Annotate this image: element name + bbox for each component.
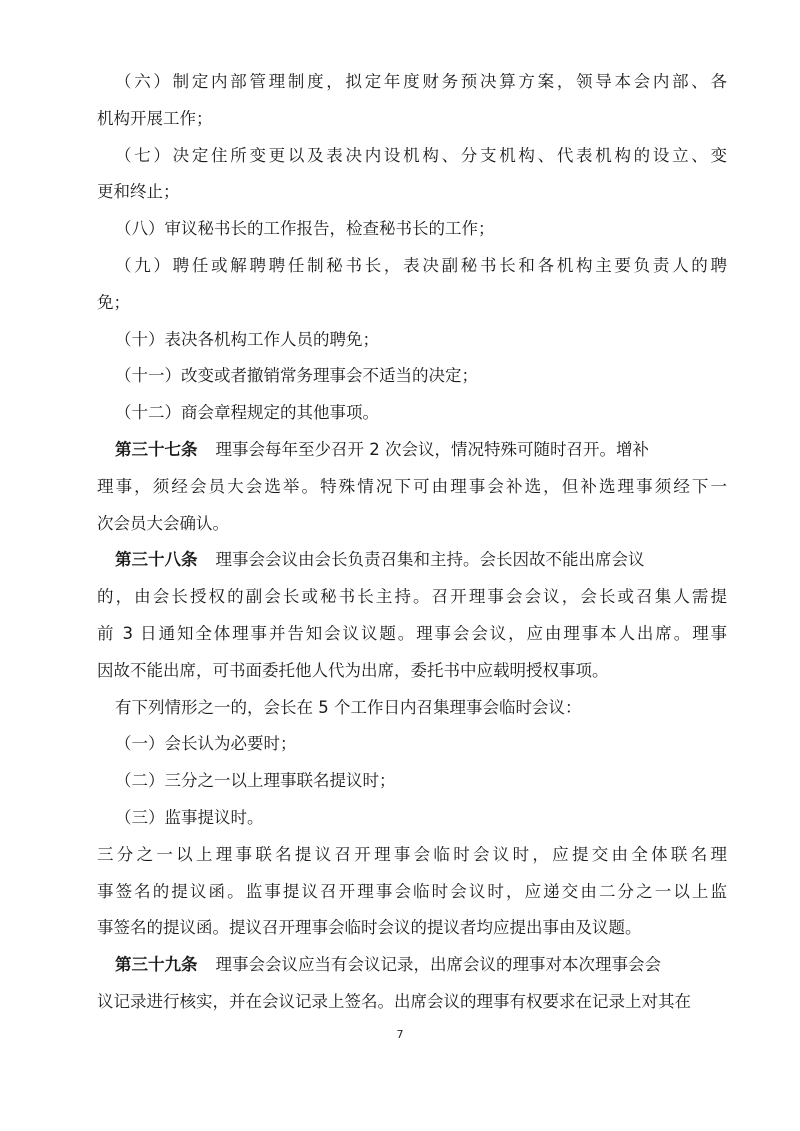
paragraph xyxy=(97,837,727,947)
text-line: 更和终止； xyxy=(97,182,180,202)
text-line: 事签名的提议函。监事提议召开理事会临时会议时，应递交由二分之一以上监 xyxy=(97,881,727,901)
text-line: （一）会长认为必要时； xyxy=(115,734,297,754)
text-line: （七）决定住所变更以及表决内设机构、分支机构、代表机构的设立、变 xyxy=(115,145,727,165)
article-paragraph xyxy=(97,432,727,542)
paragraph xyxy=(97,138,727,212)
text-line: （二）三分之一以上理事联名提议时； xyxy=(115,771,396,791)
text-line: 的，由会长授权的副会长或秘书长主持。召开理事会会议，会长或召集人需提 xyxy=(97,587,727,607)
article-text: 理事会会议应当有会议记录，出席会议的理事对本次理事会会 xyxy=(215,955,661,975)
text-line: （十一）改变或者撤销常务理事会不适当的决定； xyxy=(115,366,478,386)
text-line: （九）聘任或解聘聘任制秘书长，表决副秘书长和各机构主要负责人的聘 xyxy=(115,255,727,275)
text-line: （三）监事提议时。 xyxy=(115,807,264,827)
text-line xyxy=(115,542,727,579)
article-heading: 第三十八条 xyxy=(115,550,198,570)
text-line: 事签名的提议函。提议召开理事会临时会议的提议者均应提出事由及议题。 xyxy=(97,918,642,938)
article-heading: 第三十七条 xyxy=(115,439,198,459)
document-body xyxy=(97,64,727,1021)
paragraph xyxy=(115,395,727,432)
article-paragraph xyxy=(97,542,727,689)
paragraph xyxy=(115,322,727,359)
paragraph xyxy=(115,690,727,727)
text-line xyxy=(115,432,727,469)
text-line: 前 3 日通知全体理事并告知会议议题。理事会会议，应由理事本人出席。理事 xyxy=(97,623,727,643)
paragraph xyxy=(97,248,727,322)
text-line: （十二）商会章程规定的其他事项。 xyxy=(115,403,379,423)
paragraph xyxy=(115,726,727,763)
text-line: （八）审议秘书长的工作报告，检查秘书长的工作； xyxy=(115,219,495,239)
text-line: 三分之一以上理事联名提议召开理事会临时会议时，应提交由全体联名理 xyxy=(97,844,727,864)
text-line: （十）表决各机构工作人员的聘免； xyxy=(115,329,379,349)
text-line: 有下列情形之一的，会长在 5 个工作日内召集理事会临时会议： xyxy=(115,697,582,717)
paragraph xyxy=(115,763,727,800)
text-line: 议记录进行核实，并在会议记录上签名。出席会议的理事有权要求在记录上对其在 xyxy=(97,991,691,1011)
text-line: （六）制定内部管理制度，拟定年度财务预决算方案，领导本会内部、各 xyxy=(115,72,727,91)
article-text: 理事会每年至少召开 2 次会议，情况特殊可随时召开。增补 xyxy=(215,439,649,459)
text-line: 免； xyxy=(97,292,130,312)
paragraph xyxy=(97,64,727,138)
article-text: 理事会会议由会长负责召集和主持。会长因故不能出席会议 xyxy=(215,550,645,570)
text-line: 理事，须经会员大会选举。特殊情况下可由理事会补选，但补选理事须经下一 xyxy=(97,476,727,496)
paragraph xyxy=(115,800,727,837)
text-line: 机构开展工作； xyxy=(97,108,213,128)
paragraph xyxy=(115,211,727,248)
article-paragraph xyxy=(97,947,727,1021)
text-line: 次会员大会确认。 xyxy=(97,513,229,533)
text-line: 因故不能出席，可书面委托他人代为出席，委托书中应载明授权事项。 xyxy=(97,660,609,680)
page-number: 7 xyxy=(396,1028,404,1041)
paragraph xyxy=(115,358,727,395)
text-line xyxy=(115,947,727,984)
article-heading: 第三十九条 xyxy=(115,955,198,975)
